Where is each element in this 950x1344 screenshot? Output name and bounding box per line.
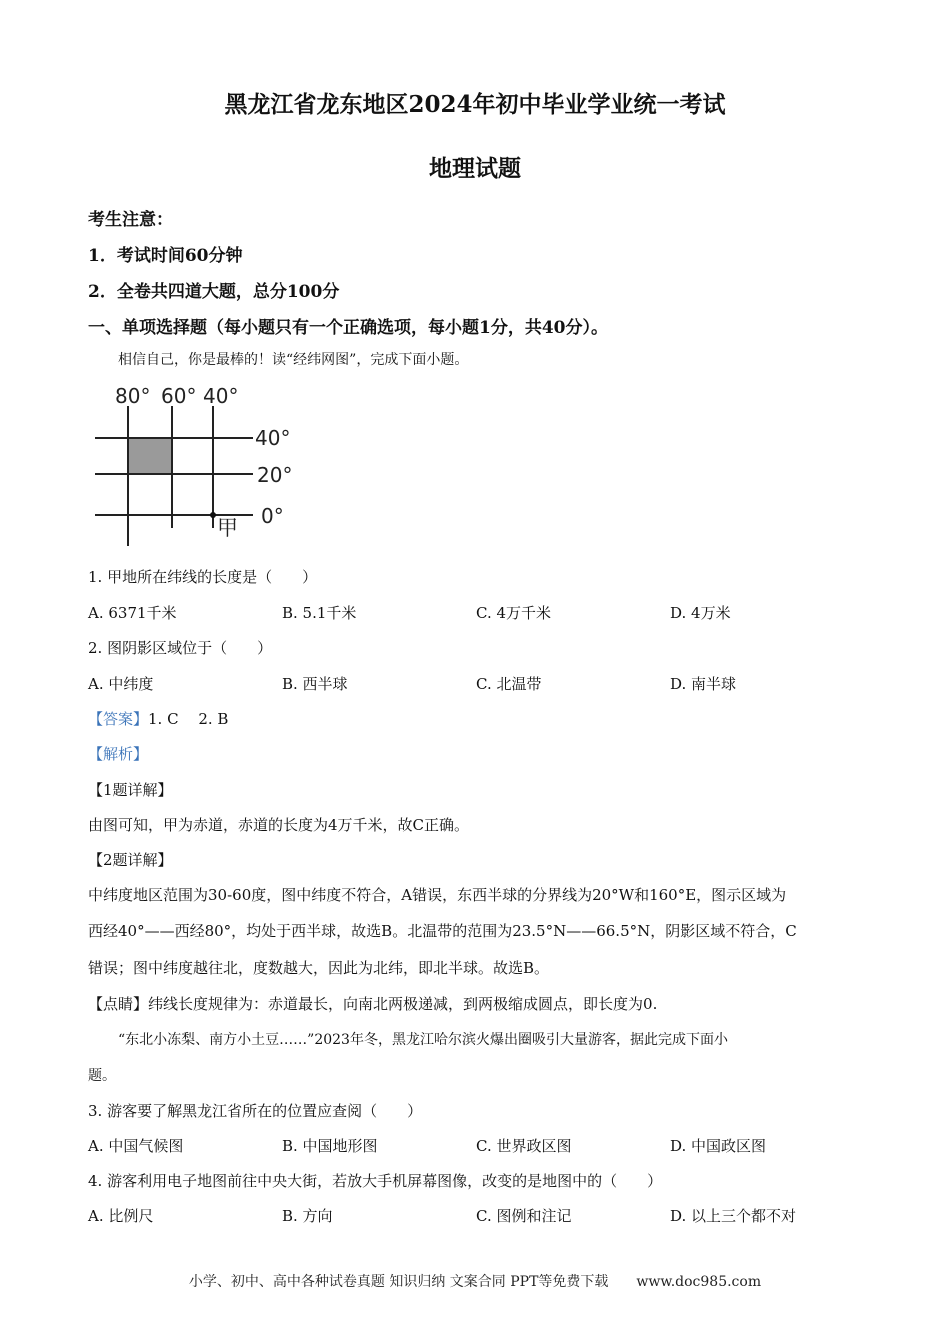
answer-line (88, 708, 228, 729)
q4-option-b: B. 方向 (282, 1207, 333, 1225)
lat-label-20: 20° (257, 463, 293, 487)
detail2-line-1: 中纬度地区范围为30-60度，图中纬度不符合，A错误，东西半球的分界线为20°W和160°E，图示区域为 (88, 886, 787, 904)
q4-option-c: C. 图例和注记 (476, 1207, 572, 1225)
point-label-jia: 甲 (217, 516, 238, 540)
tip-tag: 【点睛】 (88, 995, 149, 1013)
exam-title: 黑龙江省龙东地区2024年初中毕业学业统一考试 (224, 91, 726, 118)
q3-option-c: C. 世界政区图 (476, 1137, 572, 1155)
q3-stem: 3. 游客要了解黑龙江省所在的位置应查阅（ ） (88, 1102, 423, 1120)
point-jia (210, 512, 216, 518)
notice-item-time: 1．考试时间60分钟 (88, 246, 243, 266)
detail2-line-2: 西经40°——西经80°，均处于西半球，故选B。北温带的范围为23.5°N——66.5°N，阴影区域不符合，C (88, 922, 797, 940)
exam-subtitle: 地理试题 (429, 155, 521, 182)
lon-label-40: 40° (203, 384, 239, 408)
section1-heading: 一、单项选择题（每小题只有一个正确选项，每小题1分，共40分）。 (88, 318, 608, 338)
q3-option-d: D. 中国政区图 (670, 1137, 767, 1155)
q1-option-b: B. 5.1千米 (282, 604, 357, 622)
q4-stem: 4. 游客利用电子地图前往中央大街，若放大手机屏幕图像，改变的是地图中的（ ） (88, 1172, 663, 1190)
detail1-title: 【1题详解】 (88, 781, 173, 799)
q1-option-c: C. 4万千米 (476, 604, 552, 622)
detail1-text: 由图可知，甲为赤道，赤道的长度为4万千米，故C正确。 (88, 816, 470, 834)
answer-text: 1. C 2. B (148, 710, 229, 728)
lat-lon-grid-figure (95, 378, 310, 550)
intro-text-2-line-1: “东北小冻梨、南方小土豆……”2023年冬，黑龙江哈尔滨火爆出圈吸引大量游客，据此完成下面小 (118, 1032, 728, 1048)
lat-label-0: 0° (261, 504, 284, 528)
q2-stem: 2. 图阴影区域位于（ ） (88, 639, 273, 657)
q4-option-d: D. 以上三个都不对 (670, 1207, 797, 1225)
q2-option-d: D. 南半球 (670, 675, 737, 693)
lon-label-80: 80° (115, 384, 151, 408)
q1-stem: 1. 甲地所在纬线的长度是（ ） (88, 568, 318, 586)
lon-label-60: 60° (161, 384, 197, 408)
intro-text-2-line-2: 题。 (88, 1068, 116, 1084)
q2-option-b: B. 西半球 (282, 675, 348, 693)
tip-text: 纬线长度规律为：赤道最长，向南北两极递减，到两极缩成圆点，即长度为0. (148, 995, 658, 1013)
q1-option-a: A. 6371千米 (88, 604, 177, 622)
intro-text-1: 相信自己，你是最棒的！读“经纬网图”，完成下面小题。 (118, 352, 469, 368)
detail2-line-3: 错误；图中纬度越往北，度数越大，因此为北纬，即北半球。故选B。 (88, 959, 550, 977)
q3-option-a: A. 中国气候图 (88, 1137, 184, 1155)
notice-item-total: 2．全卷共四道大题，总分100分 (88, 282, 340, 302)
tip-line (88, 993, 657, 1014)
notice-heading: 考生注意： (88, 210, 173, 230)
answer-tag: 【答案】 (88, 710, 149, 728)
q4-option-a: A. 比例尺 (88, 1207, 154, 1225)
lat-label-40: 40° (255, 426, 291, 450)
q1-option-d: D. 4万米 (670, 604, 731, 622)
detail2-title: 【2题详解】 (88, 851, 173, 869)
shaded-region (128, 438, 172, 474)
page-footer: 小学、初中、高中各种试卷真题 知识归纳 文案合同 PPT等免费下载 www.doc985.com (188, 1274, 762, 1290)
analysis-tag: 【解析】 (88, 745, 149, 763)
q3-option-b: B. 中国地形图 (282, 1137, 378, 1155)
q2-option-a: A. 中纬度 (88, 675, 154, 693)
q2-option-c: C. 北温带 (476, 675, 542, 693)
